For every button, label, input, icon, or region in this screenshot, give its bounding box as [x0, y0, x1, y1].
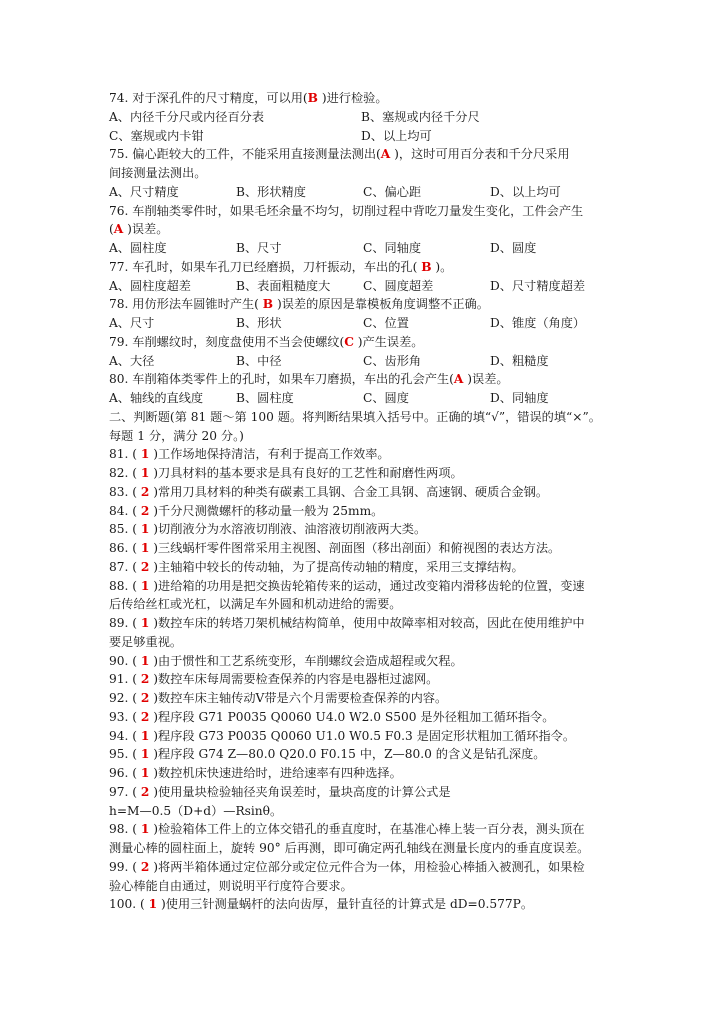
answer: 1	[140, 766, 150, 780]
option-b: B、圆柱度	[236, 391, 294, 405]
question-number: 74.	[109, 91, 129, 105]
tf-question-98: 98. ( 1 )检验箱体工件上的立体交错孔的垂直度时，在基准心棒上装一百分表，测头顶在	[109, 822, 585, 837]
question-number: 100.	[109, 897, 137, 912]
question-text: 车孔时，如果车孔刀已经磨损，刀杆振动，车出的孔(	[132, 259, 422, 274]
question-text: )主轴箱中较长的传动轴，为了提高传动轴的精度，采用三支撑结构。	[153, 559, 524, 574]
answer: 1	[140, 728, 150, 743]
option-a: A、圆柱度	[109, 241, 167, 255]
tf-question-93: 93. ( 2 )程序段 G71 P0035 Q0060 U4.0 W2.0 S500 是外径粗加工循环指令。	[109, 709, 555, 724]
question-number: 83.	[109, 484, 129, 499]
options-row	[109, 183, 614, 202]
answer: 2	[140, 672, 150, 687]
option-a: A、内径千分尺或内径百分表	[109, 109, 265, 124]
option-c: C、同轴度	[363, 241, 422, 255]
question-79	[109, 333, 614, 352]
question-text-end: )误差。	[123, 222, 169, 237]
question-number: 92.	[109, 691, 129, 705]
tf-question-99: 99. ( 2 )将两半箱体通过定位部分或定位元件合为一体，用检验心棒插入被测孔，如果检	[109, 859, 585, 874]
question-continuation: (A )误差。	[109, 222, 169, 237]
question-number: 84.	[109, 503, 129, 518]
question-text: 车削箱体类零件上的孔时，如果车刀磨损，车出的孔会产生(	[132, 372, 454, 387]
tf-question-85: 85. ( 1 )切削液分为水溶液切削液、油溶液切削液两大类。	[109, 522, 427, 537]
tf-question-96: 96. ( 1 )数控机床快速进给时，进给速率有四种选择。	[109, 766, 402, 780]
tf-question-83: 83. ( 2 )常用刀具材料的种类有碳素工具钢、合金工具钢、高速钢、硬质合金钢。	[109, 484, 549, 499]
answer: 2	[140, 859, 150, 874]
question-74	[109, 89, 614, 108]
option-a: A、尺寸精度	[109, 184, 179, 199]
answer: 2	[140, 484, 150, 499]
question-77	[109, 258, 614, 277]
question-text: )数控车床的转塔刀架机械结构简单，使用中故障率相对较高，因此在使用维护中	[153, 616, 585, 630]
option-c: C、位置	[363, 316, 409, 330]
options-row	[109, 389, 614, 408]
answer: 2	[140, 559, 150, 574]
options-row	[109, 239, 614, 258]
answer: A	[453, 372, 464, 387]
question-number: 80.	[109, 372, 129, 387]
option-d: D、粗糙度	[490, 353, 549, 368]
question-number: 87.	[109, 559, 129, 574]
tf-question-91: 91. ( 2 )数控车床每周需要检查保养的内容是电器柜过滤网。	[109, 672, 439, 687]
question-78	[109, 295, 614, 314]
tf-question-90: 90. ( 1 )由于惯性和工艺系统变形，车削螺纹会造成超程或欠程。	[109, 653, 463, 668]
question-text: 车削螺纹时，刻度盘使用不当会使螺纹(	[132, 334, 345, 349]
question-text: 对于深孔件的尺寸精度，可以用(	[132, 91, 308, 105]
question-text: )检验箱体工件上的立体交错孔的垂直度时，在基准心棒上装一百分表，测头顶在	[153, 822, 585, 837]
option-b: B、形状	[236, 316, 282, 330]
option-b: B、形状精度	[236, 184, 306, 199]
option-c: C、圆度	[363, 391, 409, 405]
question-number: 85.	[109, 522, 129, 537]
question-number: 79.	[109, 334, 129, 349]
question-text-end: )误差的原因是靠模板角度调整不正确。	[273, 297, 489, 312]
tf-question-97: 97. ( 2 )使用量块检验轴径夹角误差时，量块高度的计算公式是	[109, 784, 451, 799]
answer: 1	[140, 541, 150, 555]
question-text-end: )产生误差。	[353, 334, 424, 349]
option-b: B、中径	[236, 353, 282, 368]
question-text: )使用量块检验轴径夹角误差时，量块高度的计算公式是	[153, 784, 451, 799]
question-text: 偏心距较大的工件，不能采用直接测量法测出(	[132, 147, 381, 162]
question-text: )数控车床每周需要检查保养的内容是电器柜过滤网。	[153, 672, 439, 687]
tf-question-81: 81. ( 1 )工作场地保持清洁，有利于提高工作效率。	[109, 447, 390, 462]
question-text-end: )误差。	[463, 372, 509, 387]
question-number: 93.	[109, 709, 129, 724]
options-row	[109, 108, 614, 127]
answer: 2	[140, 784, 150, 799]
answer: 2	[140, 691, 150, 705]
question-text: )常用刀具材料的种类有碳素工具钢、合金工具钢、高速钢、硬质合金钢。	[153, 484, 549, 499]
answer: 1	[140, 466, 150, 480]
question-number: 97.	[109, 784, 129, 799]
answer: 1	[140, 578, 150, 593]
tf-question-86: 86. ( 1 )三线蜗杆零件图常采用主视图、剖面图（移出剖面）和俯视图的表达方法。	[109, 541, 561, 555]
option-d: D、圆度	[490, 241, 537, 255]
answer: B	[307, 91, 318, 105]
question-76	[109, 202, 614, 221]
question-text: )数控机床快速进给时，进给速率有四种选择。	[153, 766, 402, 780]
question-continuation: 间接测量法测出。	[109, 166, 207, 180]
exam-content	[109, 89, 614, 914]
option-d: D、锥度（角度）	[490, 316, 586, 330]
question-text: 车削轴类零件时，如果毛坯余量不均匀，切削过程中背吃刀量发生变化，工件会产生	[132, 203, 584, 218]
question-80	[109, 370, 614, 389]
answer: B	[421, 259, 432, 274]
tf-question-82: 82. ( 1 )刀具材料的基本要求是具有良好的工艺性和耐磨性两项。	[109, 466, 463, 480]
options-row	[109, 314, 614, 333]
question-text-end: )，这时可用百分表和千分尺采用	[390, 147, 570, 162]
option-d: D、同轴度	[490, 391, 549, 405]
answer: 1	[140, 822, 150, 837]
answer: 2	[140, 503, 150, 518]
question-number: 75.	[109, 147, 129, 162]
question-number: 98.	[109, 822, 129, 837]
question-text: )进给箱的功用是把交换齿轮箱传来的运动，通过改变箱内滑移齿轮的位置，变速	[153, 578, 585, 593]
question-continuation: 要足够重视。	[109, 634, 183, 649]
answer: B	[262, 297, 274, 312]
tf-question-95: 95. ( 1 )程序段 G74 Z—80.0 Q20.0 F0.15 中，Z—80.0 的含义是钻孔深度。	[109, 747, 546, 762]
question-text: 用仿形法车圆锥时产生(	[132, 297, 263, 312]
question-number: 76.	[109, 203, 129, 218]
option-c: C、塞规或内卡钳	[109, 128, 204, 143]
question-text: )将两半箱体通过定位部分或定位元件合为一体，用检验心棒插入被测孔，如果检	[153, 859, 585, 874]
question-text: )程序段 G74 Z—80.0 Q20.0 F0.15 中，Z—80.0 的含义是钻孔深度。	[153, 747, 546, 762]
question-text: )刀具材料的基本要求是具有良好的工艺性和耐磨性两项。	[153, 466, 463, 480]
true-false-list	[109, 445, 614, 914]
question-number: 86.	[109, 541, 129, 555]
tf-question-88: 88. ( 1 )进给箱的功用是把交换齿轮箱传来的运动，通过改变箱内滑移齿轮的位置，变速	[109, 578, 585, 593]
question-continuation: 验心棒能自由通过，则说明平行度符合要求。	[109, 878, 353, 893]
option-c: C、偏心距	[363, 184, 422, 199]
question-number: 95.	[109, 747, 129, 762]
question-text: )由于惯性和工艺系统变形，车削螺纹会造成超程或欠程。	[153, 653, 463, 668]
question-continuation: 测量心棒的圆柱面上，旋转 90° 后再测，即可确定两孔轴线在测量长度内的垂直度误差。	[109, 841, 590, 855]
section-heading-cont: 每题 1 分，满分 20 分。)	[109, 428, 244, 443]
answer: 2	[140, 709, 150, 724]
question-number: 96.	[109, 766, 129, 780]
question-text: )工作场地保持清洁，有利于提高工作效率。	[153, 447, 390, 462]
option-b: B、塞规或内径千分尺	[361, 109, 480, 124]
tf-question-100: 100. ( 1 )使用三针测量蜗杆的法向齿厚，量针直径的计算式是 dD=0.577P。	[109, 897, 534, 912]
option-b: B、表面粗糙度大	[236, 278, 331, 293]
tf-question-84: 84. ( 2 )千分尺测微螺杆的移动量一般为 25mm。	[109, 503, 384, 518]
answer: C	[344, 334, 354, 349]
question-text: )切削液分为水溶液切削液、油溶液切削液两大类。	[153, 522, 427, 537]
question-number: 99.	[109, 859, 129, 874]
question-text-end: )。	[431, 259, 453, 274]
option-c: C、圆度超差	[363, 278, 434, 293]
question-number: 81.	[109, 447, 129, 462]
answer: 1	[140, 447, 150, 462]
option-a: A、尺寸	[109, 316, 155, 330]
option-a: A、轴线的直线度	[109, 391, 204, 405]
option-c: C、齿形角	[363, 353, 422, 368]
question-number: 89.	[109, 616, 129, 630]
question-text-end: )进行检验。	[317, 91, 388, 105]
question-number: 88.	[109, 578, 129, 593]
question-text: )程序段 G73 P0035 Q0060 U1.0 W0.5 F0.3 是固定形状粗加工循环指令。	[153, 728, 576, 743]
option-d: D、以上均可	[361, 128, 432, 143]
tf-question-94: 94. ( 1 )程序段 G73 P0035 Q0060 U1.0 W0.5 F0.3 是固定形状粗加工循环指令。	[109, 728, 576, 743]
options-row	[109, 277, 614, 296]
question-text: )数控车床主轴传动Ⅴ带是六个月需要检查保养的内容。	[153, 691, 448, 705]
question-text: )使用三针测量蜗杆的法向齿厚，量针直径的计算式是 dD=0.577P。	[161, 897, 534, 912]
question-text: )三线蜗杆零件图常采用主视图、剖面图（移出剖面）和俯视图的表达方法。	[153, 541, 561, 555]
option-d: D、尺寸精度超差	[490, 278, 586, 293]
option-b: B、尺寸	[236, 241, 282, 255]
answer: A	[113, 222, 124, 237]
question-continuation: h=M—0.5（D+d）—Rsinθ。	[109, 803, 283, 818]
question-number: 94.	[109, 728, 129, 743]
question-continuation: 后传给丝杠或光杠，以满足车外圆和机动进给的需要。	[109, 597, 402, 612]
answer: 1	[140, 616, 150, 630]
option-d: D、以上均可	[490, 184, 561, 199]
question-number: 82.	[109, 466, 129, 480]
question-text: )千分尺测微螺杆的移动量一般为 25mm。	[153, 503, 384, 518]
tf-question-89: 89. ( 1 )数控车床的转塔刀架机械结构简单，使用中故障率相对较高，因此在使用维护中	[109, 616, 585, 630]
section-heading: 二、判断题(第 81 题～第 100 题。将判断结果填入括号中。正确的填“√”，错误的填“×”。	[109, 409, 601, 424]
answer: 1	[148, 897, 158, 912]
options-row	[109, 127, 614, 146]
answer: 1	[140, 653, 150, 668]
question-number: 91.	[109, 672, 129, 687]
option-a: A、大径	[109, 353, 155, 368]
question-number: 78.	[109, 297, 129, 312]
question-75	[109, 145, 614, 164]
option-a: A、圆柱度超差	[109, 278, 191, 293]
tf-question-92: 92. ( 2 )数控车床主轴传动Ⅴ带是六个月需要检查保养的内容。	[109, 691, 448, 705]
question-text: )程序段 G71 P0035 Q0060 U4.0 W2.0 S500 是外径粗加工循环指令。	[153, 709, 555, 724]
question-number: 77.	[109, 259, 129, 274]
answer: A	[380, 147, 391, 162]
answer: 1	[140, 747, 150, 762]
options-row	[109, 352, 614, 371]
question-number: 90.	[109, 653, 129, 668]
tf-question-87: 87. ( 2 )主轴箱中较长的传动轴，为了提高传动轴的精度，采用三支撑结构。	[109, 559, 524, 574]
answer: 1	[140, 522, 150, 537]
